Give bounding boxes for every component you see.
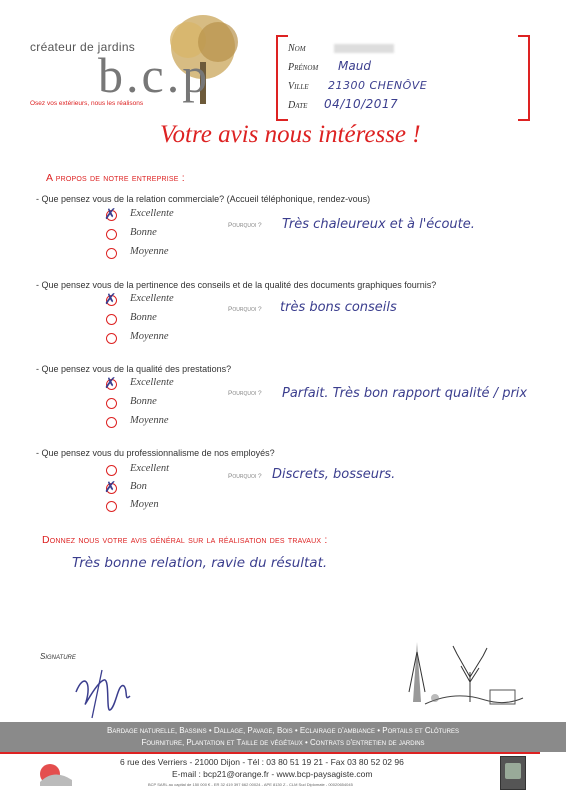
footer-legal: BCP SARL au capital de 150 000 € - ER 32 419 397 662 00024 - APE 8130 Z - CLM Sud Diplomate - 00020654045 <box>148 782 353 787</box>
check-mark: ✗ <box>104 478 117 496</box>
ville-value: 21300 CHENÔVE <box>328 79 428 92</box>
footer-address: 6 rue des Verriers - 21000 Dijon - Tél : 03 80 51 19 21 - Fax 03 80 52 02 96 <box>120 757 404 767</box>
section-title-general: Donnez nous votre avis général sur la réalisation des travaux : <box>42 534 328 546</box>
check-mark: ✗ <box>104 290 117 308</box>
pourquoi-label: Pourquoi ? <box>228 473 262 480</box>
radio-q1-opt3[interactable] <box>106 248 117 259</box>
section-title-company: A propos de notre entreprise : <box>46 172 185 184</box>
question-3: - Que pensez vous de la qualité des prestations? <box>36 364 232 374</box>
nom-redacted <box>334 44 394 53</box>
general-answer: Très bonne relation, ravie du résultat. <box>72 555 328 571</box>
page-title: Votre avis nous intéresse ! <box>160 121 421 148</box>
date-label: Date <box>288 100 308 111</box>
footer-band <box>0 722 566 752</box>
logo-slogan: Osez vos extérieurs, nous les réalisons <box>30 100 144 107</box>
option-label: Moyenne <box>130 246 169 257</box>
option-label: Excellent <box>130 463 170 474</box>
radio-q3-opt2[interactable] <box>106 398 117 409</box>
radio-q2-opt2[interactable] <box>106 314 117 325</box>
footer-services-line2: Fourniture, Plantation et Taille de végétaux • Contrats d'entretien de jardins <box>141 738 425 747</box>
option-label: Excellente <box>130 208 174 219</box>
radio-q1-opt2[interactable] <box>106 229 117 240</box>
prenom-value: Maud <box>338 59 371 73</box>
option-label: Moyenne <box>130 415 169 426</box>
answer-q4: Discrets, bosseurs. <box>272 467 396 482</box>
option-label: Excellente <box>130 377 174 388</box>
option-label: Bonne <box>130 227 157 238</box>
option-label: Bonne <box>130 396 157 407</box>
option-label: Bonne <box>130 312 157 323</box>
radio-q3-opt3[interactable] <box>106 417 117 428</box>
pourquoi-label: Pourquoi ? <box>228 306 262 313</box>
garden-sketch <box>395 632 525 712</box>
logo <box>28 12 258 112</box>
radio-q4-opt1[interactable] <box>106 465 117 476</box>
option-label: Moyenne <box>130 331 169 342</box>
logo-tagline: créateur de jardins <box>30 40 136 54</box>
radio-q4-opt3[interactable] <box>106 501 117 512</box>
question-4: - Que pensez vous du professionnalisme de nos employés? <box>36 448 275 458</box>
date-value: 04/10/2017 <box>324 97 399 111</box>
certification-badge <box>500 756 526 790</box>
bcp-mark-icon <box>36 760 76 788</box>
check-mark: ✗ <box>104 205 117 223</box>
option-label: Moyen <box>130 499 159 510</box>
radio-q2-opt3[interactable] <box>106 333 117 344</box>
ville-label: Ville <box>288 81 309 92</box>
signature-image <box>66 652 146 722</box>
footer-web: E-mail : bcp21@orange.fr - www.bcp-paysagiste.com <box>172 769 373 779</box>
question-1: - Que pensez vous de la relation commerciale? (Accueil téléphonique, rendez-vous) <box>36 194 371 204</box>
answer-q3: Parfait. Très bon rapport qualité / prix <box>282 386 528 401</box>
answer-q1: Très chaleureux et à l'écoute. <box>282 217 475 232</box>
option-label: Excellente <box>130 293 174 304</box>
answer-q2: très bons conseils <box>280 300 397 315</box>
logo-brand: b.c.p <box>98 47 211 103</box>
prenom-label: Prénom <box>288 62 319 73</box>
info-box <box>276 35 530 117</box>
check-mark: ✗ <box>104 374 117 392</box>
question-2: - Que pensez vous de la pertinence des conseils et de la qualité des documents graphiques fournis? <box>36 280 437 290</box>
pourquoi-label: Pourquoi ? <box>228 222 262 229</box>
pourquoi-label: Pourquoi ? <box>228 390 262 397</box>
footer-services-line1: Bardage naturelle, Bassins • Dallage, Pavage, Bois • Eclairage d'ambiance • Portails et Clôtures <box>107 726 459 735</box>
footer-red-line <box>0 752 540 754</box>
nom-label: Nom <box>288 43 306 54</box>
option-label: Bon <box>130 481 147 492</box>
signature-label: Signature <box>40 652 76 661</box>
